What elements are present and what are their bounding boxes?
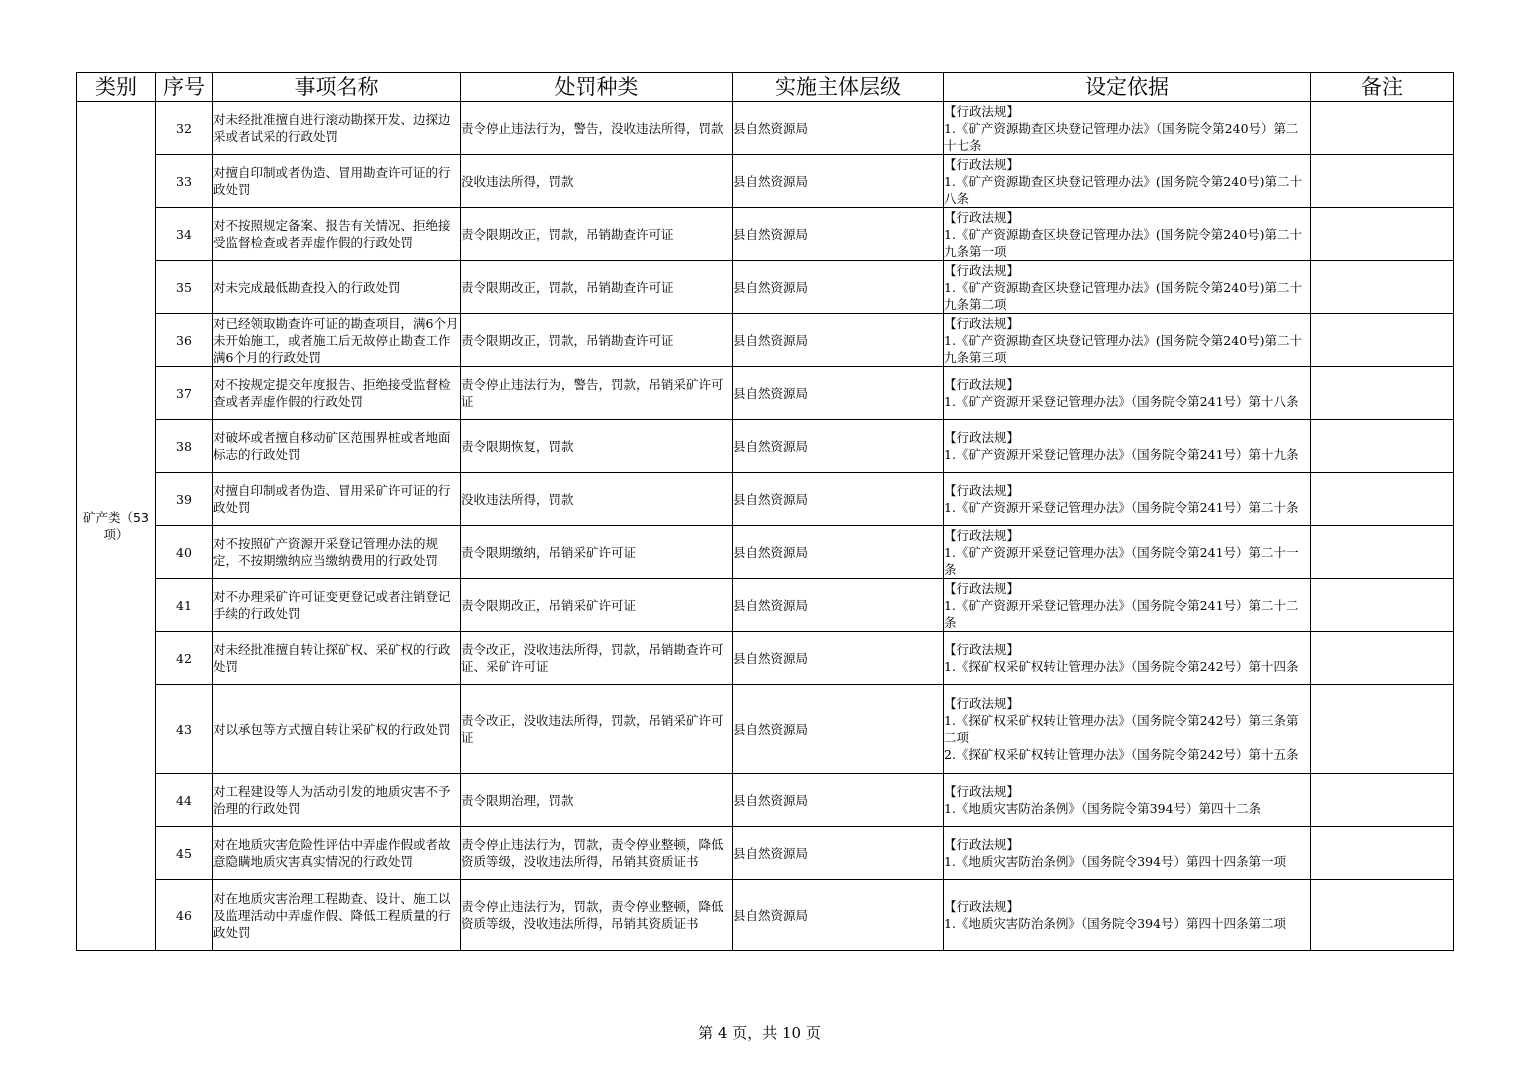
item-name-cell: 对不按照规定备案、报告有关情况、拒绝接受监督检查或者弄虚作假的行政处罚 bbox=[213, 208, 461, 261]
item-name-cell: 对破坏或者擅自移动矿区范围界桩或者地面标志的行政处罚 bbox=[213, 420, 461, 473]
item-name-cell: 对工程建设等人为活动引发的地质灾害不予治理的行政处罚 bbox=[213, 774, 461, 827]
legal-basis-cell: 【行政法规】 1.《矿产资源勘查区块登记管理办法》(国务院令第240号)第二十八条 bbox=[944, 155, 1311, 208]
penalty-table bbox=[76, 72, 1454, 951]
remarks-cell bbox=[1311, 632, 1454, 685]
legal-basis-cell: 【行政法规】 1.《矿产资源开采登记管理办法》（国务院令第241号）第十八条 bbox=[944, 367, 1311, 420]
item-name-cell: 对不按照矿产资源开采登记管理办法的规定，不按期缴纳应当缴纳费用的行政处罚 bbox=[213, 526, 461, 579]
table-row bbox=[77, 579, 1454, 632]
remarks-cell bbox=[1311, 473, 1454, 526]
item-name-cell: 对擅自印制或者伪造、冒用采矿许可证的行政处罚 bbox=[213, 473, 461, 526]
authority-level-cell: 县自然资源局 bbox=[733, 420, 944, 473]
header-remarks: 备注 bbox=[1311, 73, 1454, 102]
table-row bbox=[77, 526, 1454, 579]
table-body bbox=[77, 102, 1454, 951]
seq-cell: 45 bbox=[156, 827, 213, 880]
legal-basis-cell: 【行政法规】 1.《矿产资源勘查区块登记管理办法》(国务院令第240号)第二十九条第一项 bbox=[944, 208, 1311, 261]
penalty-type-cell: 责令限期改正，罚款，吊销勘查许可证 bbox=[461, 208, 733, 261]
seq-cell: 36 bbox=[156, 314, 213, 367]
legal-basis-cell: 【行政法规】 1.《矿产资源开采登记管理办法》（国务院令第241号）第十九条 bbox=[944, 420, 1311, 473]
header-penalty-type: 处罚种类 bbox=[461, 73, 733, 102]
legal-basis-cell: 【行政法规】 1.《探矿权采矿权转让管理办法》（国务院令第242号）第三条第二项 2.《探矿权采矿权转让管理办法》（国务院令第242号）第十五条 bbox=[944, 685, 1311, 774]
item-name-cell: 对不按规定提交年度报告、拒绝接受监督检查或者弄虚作假的行政处罚 bbox=[213, 367, 461, 420]
penalty-type-cell: 没收违法所得，罚款 bbox=[461, 473, 733, 526]
item-name-cell: 对以承包等方式擅自转让采矿权的行政处罚 bbox=[213, 685, 461, 774]
authority-level-cell: 县自然资源局 bbox=[733, 367, 944, 420]
seq-cell: 40 bbox=[156, 526, 213, 579]
authority-level-cell: 县自然资源局 bbox=[733, 261, 944, 314]
table-row bbox=[77, 102, 1454, 155]
authority-level-cell: 县自然资源局 bbox=[733, 314, 944, 367]
remarks-cell bbox=[1311, 774, 1454, 827]
penalty-type-cell: 责令停止违法行为，罚款，责令停业整顿，降低资质等级，没收违法所得，吊销其资质证书 bbox=[461, 827, 733, 880]
seq-cell: 32 bbox=[156, 102, 213, 155]
table-row bbox=[77, 774, 1454, 827]
seq-cell: 44 bbox=[156, 774, 213, 827]
remarks-cell bbox=[1311, 208, 1454, 261]
penalty-type-cell: 责令限期恢复，罚款 bbox=[461, 420, 733, 473]
authority-level-cell: 县自然资源局 bbox=[733, 208, 944, 261]
authority-level-cell: 县自然资源局 bbox=[733, 774, 944, 827]
authority-level-cell: 县自然资源局 bbox=[733, 102, 944, 155]
item-name-cell: 对未完成最低勘查投入的行政处罚 bbox=[213, 261, 461, 314]
penalty-type-cell: 责令限期治理，罚款 bbox=[461, 774, 733, 827]
item-name-cell: 对已经领取勘查许可证的勘查项目，满6个月未开始施工，或者施工后无故停止勘查工作满6个月的行政处罚 bbox=[213, 314, 461, 367]
legal-basis-cell: 【行政法规】 1.《探矿权采矿权转让管理办法》（国务院令第242号）第十四条 bbox=[944, 632, 1311, 685]
authority-level-cell: 县自然资源局 bbox=[733, 473, 944, 526]
remarks-cell bbox=[1311, 579, 1454, 632]
remarks-cell bbox=[1311, 261, 1454, 314]
header-legal-basis: 设定依据 bbox=[944, 73, 1311, 102]
seq-cell: 43 bbox=[156, 685, 213, 774]
item-name-cell: 对不办理采矿许可证变更登记或者注销登记手续的行政处罚 bbox=[213, 579, 461, 632]
authority-level-cell: 县自然资源局 bbox=[733, 155, 944, 208]
remarks-cell bbox=[1311, 155, 1454, 208]
legal-basis-cell: 【行政法规】 1.《矿产资源开采登记管理办法》（国务院令第241号）第二十一条 bbox=[944, 526, 1311, 579]
table-row bbox=[77, 473, 1454, 526]
penalty-type-cell: 没收违法所得，罚款 bbox=[461, 155, 733, 208]
seq-cell: 38 bbox=[156, 420, 213, 473]
table-row bbox=[77, 420, 1454, 473]
seq-cell: 35 bbox=[156, 261, 213, 314]
penalty-type-cell: 责令停止违法行为，警告，没收违法所得，罚款 bbox=[461, 102, 733, 155]
penalty-type-cell: 责令停止违法行为，警告，罚款，吊销采矿许可证 bbox=[461, 367, 733, 420]
legal-basis-cell: 【行政法规】 1.《矿产资源勘查区块登记管理办法》(国务院令第240号)第二十九条第三项 bbox=[944, 314, 1311, 367]
item-name-cell: 对在地质灾害治理工程勘查、设计、施工以及监理活动中弄虚作假、降低工程质量的行政处罚 bbox=[213, 880, 461, 951]
item-name-cell: 对未经批准擅自进行滚动勘探开发、边探边采或者试采的行政处罚 bbox=[213, 102, 461, 155]
item-name-cell: 对未经批准擅自转让探矿权、采矿权的行政处罚 bbox=[213, 632, 461, 685]
remarks-cell bbox=[1311, 880, 1454, 951]
legal-basis-cell: 【行政法规】 1.《矿产资源勘查区块登记管理办法》（国务院令第240号）第二十七条 bbox=[944, 102, 1311, 155]
header-seq: 序号 bbox=[156, 73, 213, 102]
authority-level-cell: 县自然资源局 bbox=[733, 579, 944, 632]
penalty-type-cell: 责令停止违法行为，罚款，责令停业整顿，降低资质等级，没收违法所得，吊销其资质证书 bbox=[461, 880, 733, 951]
legal-basis-cell: 【行政法规】 1.《地质灾害防治条例》（国务院令第394号）第四十二条 bbox=[944, 774, 1311, 827]
legal-basis-cell: 【行政法规】 1.《矿产资源勘查区块登记管理办法》(国务院令第240号)第二十九条第二项 bbox=[944, 261, 1311, 314]
table-row bbox=[77, 880, 1454, 951]
header-row bbox=[77, 73, 1454, 102]
seq-cell: 34 bbox=[156, 208, 213, 261]
authority-level-cell: 县自然资源局 bbox=[733, 880, 944, 951]
seq-cell: 42 bbox=[156, 632, 213, 685]
remarks-cell bbox=[1311, 102, 1454, 155]
table-row bbox=[77, 632, 1454, 685]
authority-level-cell: 县自然资源局 bbox=[733, 685, 944, 774]
seq-cell: 39 bbox=[156, 473, 213, 526]
legal-basis-cell: 【行政法规】 1.《地质灾害防治条例》（国务院令394号）第四十四条第一项 bbox=[944, 827, 1311, 880]
remarks-cell bbox=[1311, 367, 1454, 420]
authority-level-cell: 县自然资源局 bbox=[733, 526, 944, 579]
seq-cell: 46 bbox=[156, 880, 213, 951]
table-row bbox=[77, 155, 1454, 208]
remarks-cell bbox=[1311, 685, 1454, 774]
item-name-cell: 对擅自印制或者伪造、冒用勘查许可证的行政处罚 bbox=[213, 155, 461, 208]
penalty-type-cell: 责令限期缴纳，吊销采矿许可证 bbox=[461, 526, 733, 579]
header-authority-level: 实施主体层级 bbox=[733, 73, 944, 102]
penalty-type-cell: 责令限期改正，罚款，吊销勘查许可证 bbox=[461, 261, 733, 314]
table-row bbox=[77, 685, 1454, 774]
penalty-type-cell: 责令限期改正，罚款，吊销勘查许可证 bbox=[461, 314, 733, 367]
item-name-cell: 对在地质灾害危险性评估中弄虚作假或者故意隐瞒地质灾害真实情况的行政处罚 bbox=[213, 827, 461, 880]
remarks-cell bbox=[1311, 827, 1454, 880]
table-row bbox=[77, 367, 1454, 420]
legal-basis-cell: 【行政法规】 1.《地质灾害防治条例》（国务院令394号）第四十四条第二项 bbox=[944, 880, 1311, 951]
penalty-type-cell: 责令限期改正，吊销采矿许可证 bbox=[461, 579, 733, 632]
seq-cell: 33 bbox=[156, 155, 213, 208]
page-footer: 第 4 页，共 10 页 bbox=[698, 1024, 821, 1042]
category-cell: 矿产类（53项） bbox=[77, 102, 156, 951]
table-row bbox=[77, 261, 1454, 314]
authority-level-cell: 县自然资源局 bbox=[733, 827, 944, 880]
legal-basis-cell: 【行政法规】 1.《矿产资源开采登记管理办法》（国务院令第241号）第二十二条 bbox=[944, 579, 1311, 632]
seq-cell: 41 bbox=[156, 579, 213, 632]
authority-level-cell: 县自然资源局 bbox=[733, 632, 944, 685]
table-row bbox=[77, 208, 1454, 261]
penalty-type-cell: 责令改正，没收违法所得，罚款，吊销勘查许可证、采矿许可证 bbox=[461, 632, 733, 685]
header-item-name: 事项名称 bbox=[213, 73, 461, 102]
seq-cell: 37 bbox=[156, 367, 213, 420]
header-category: 类别 bbox=[77, 73, 156, 102]
legal-basis-cell: 【行政法规】 1.《矿产资源开采登记管理办法》（国务院令第241号）第二十条 bbox=[944, 473, 1311, 526]
penalty-type-cell: 责令改正，没收违法所得，罚款，吊销采矿许可证 bbox=[461, 685, 733, 774]
remarks-cell bbox=[1311, 420, 1454, 473]
table-row bbox=[77, 314, 1454, 367]
table-row bbox=[77, 827, 1454, 880]
remarks-cell bbox=[1311, 314, 1454, 367]
remarks-cell bbox=[1311, 526, 1454, 579]
